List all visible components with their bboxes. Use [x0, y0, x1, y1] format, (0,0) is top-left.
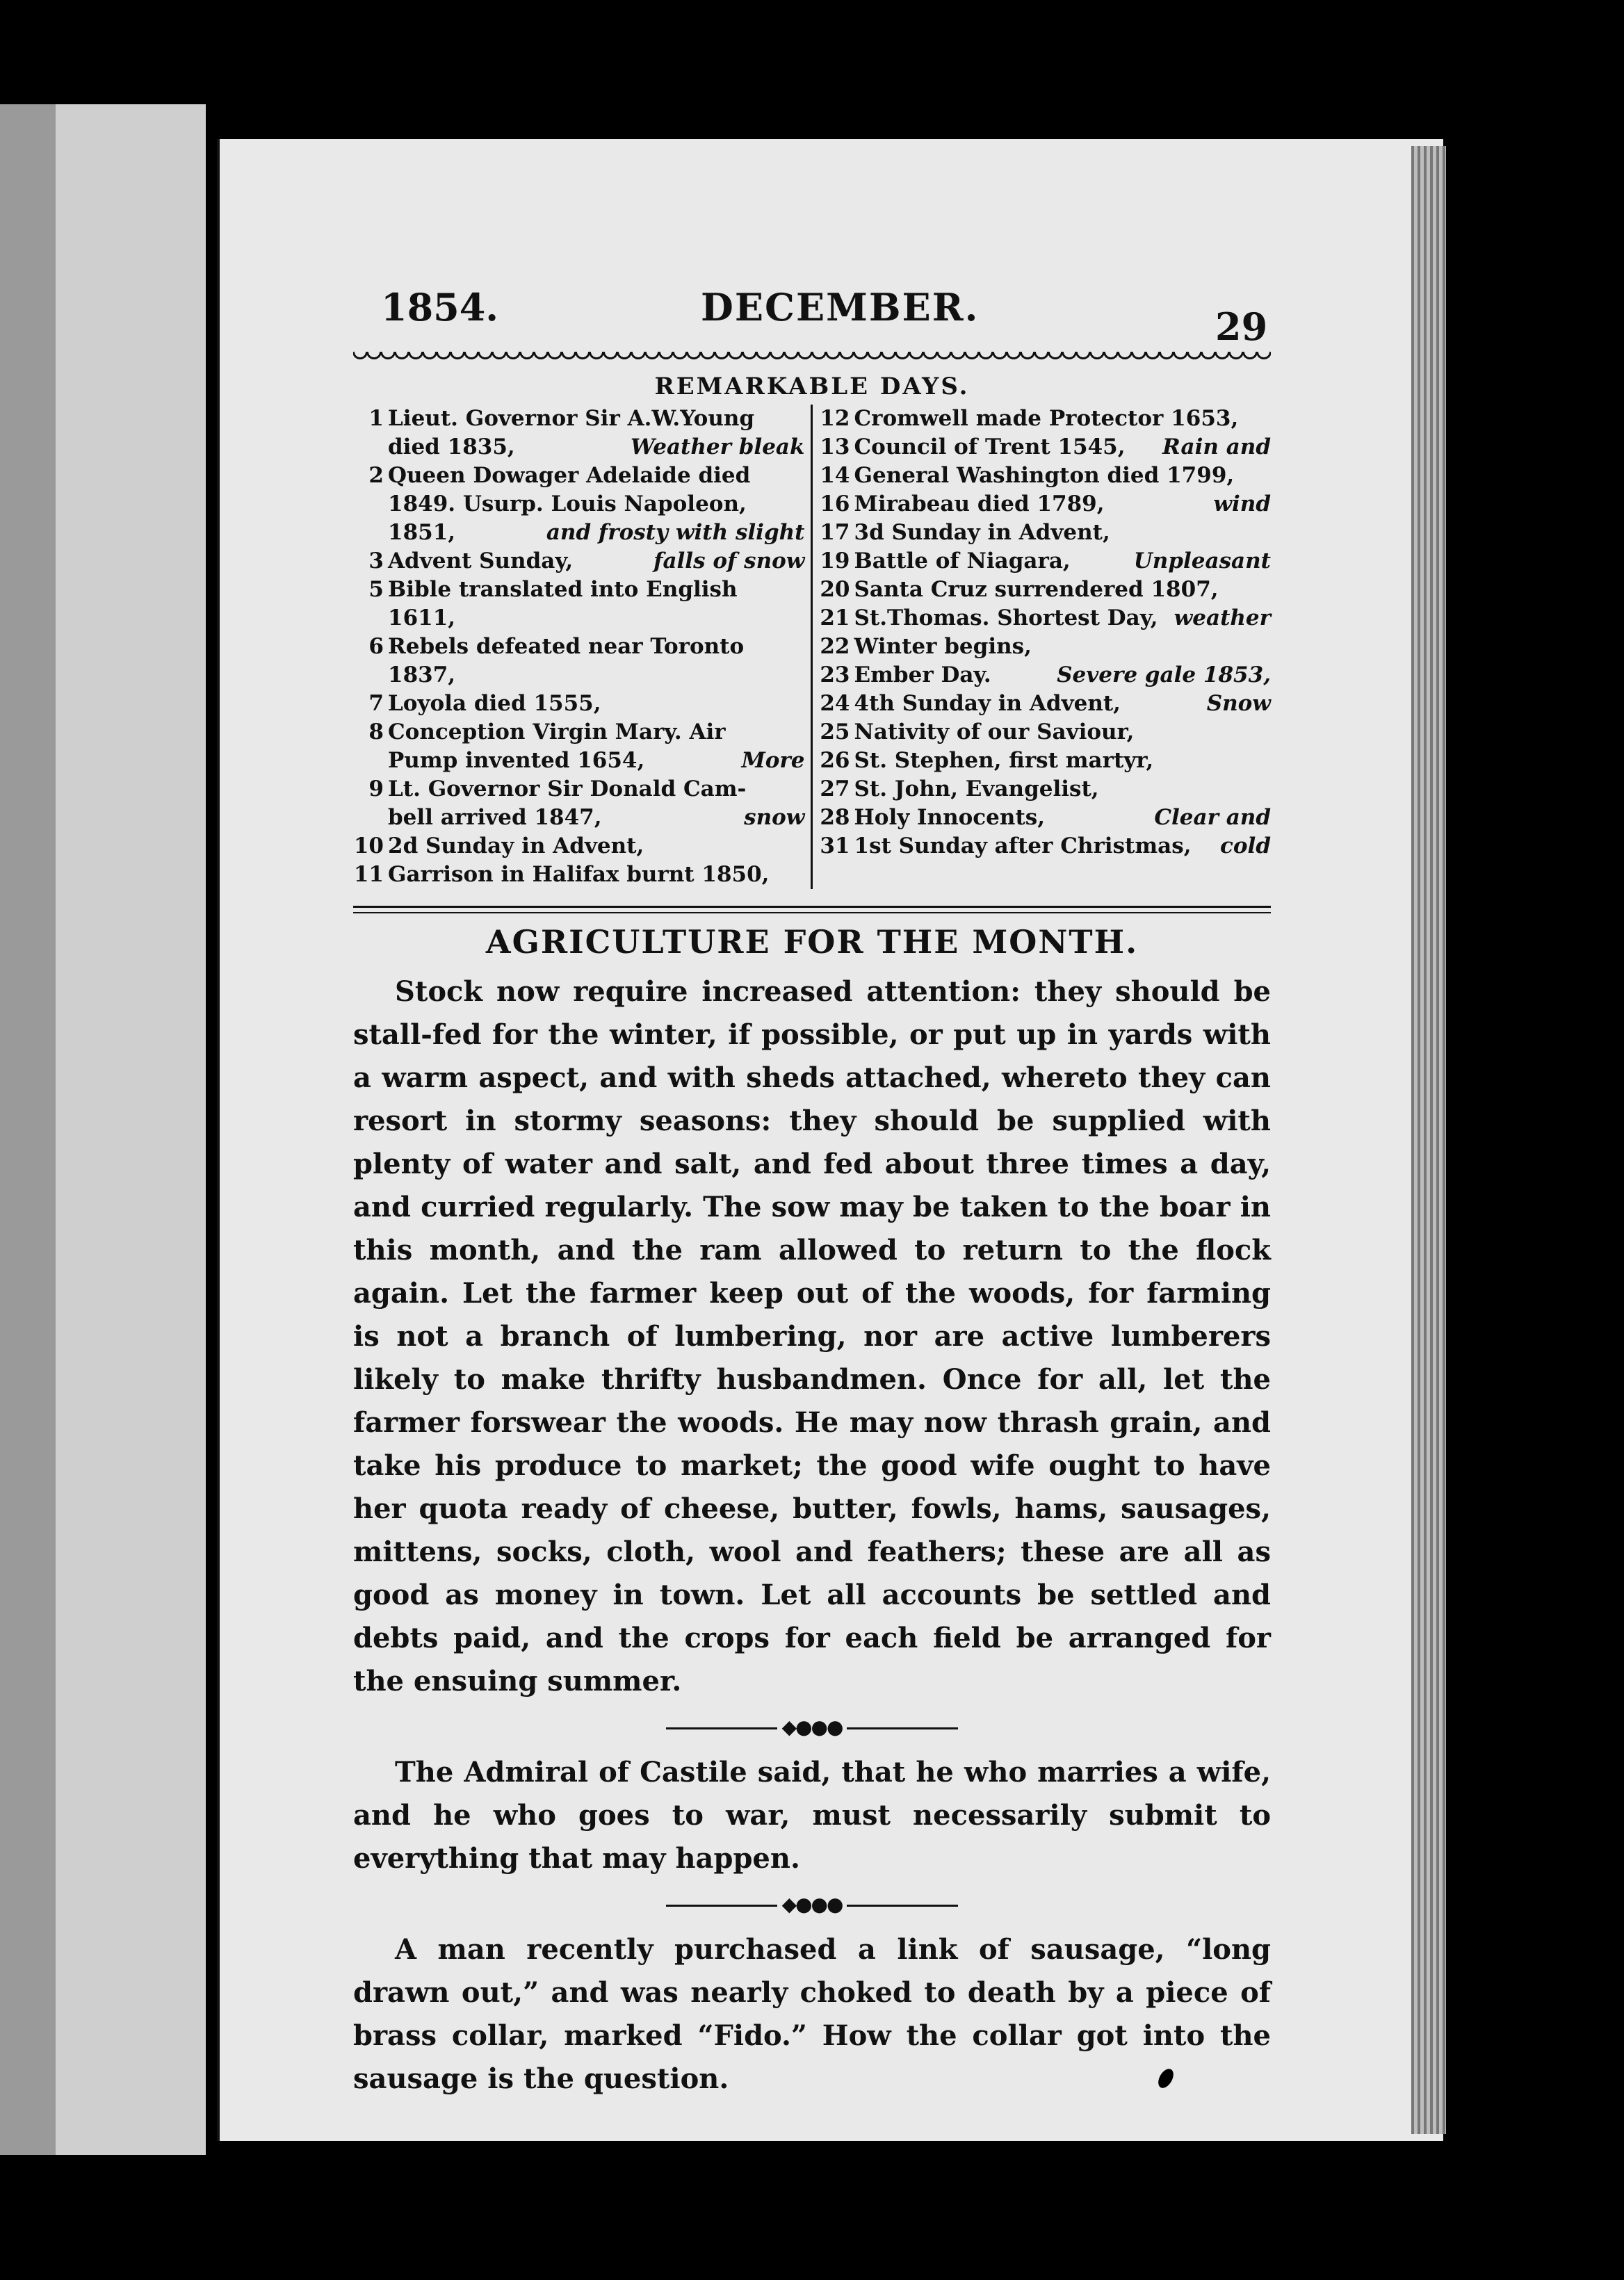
day-event: St. Stephen, first martyr, [854, 748, 1154, 773]
day-event-continued: died 1835, Weather bleak [353, 433, 805, 462]
day-number: 28 [820, 805, 850, 830]
header-year: 1854. [381, 285, 499, 329]
day-event: Winter begins, [854, 634, 1032, 659]
remarkable-day-entry [820, 433, 1272, 462]
day-event: 3d Sunday in Advent, [854, 520, 1110, 545]
weather-note: and frosty with slight [546, 520, 805, 545]
day-number: 21 [820, 605, 850, 630]
weather-note: cold [1219, 833, 1271, 858]
ornament-divider: ◆●●● [353, 1893, 1271, 1916]
page-stack-edge [1411, 146, 1446, 2134]
remarkable-day-entry [353, 405, 805, 462]
day-event: Queen Dowager Adelaide died [388, 463, 751, 488]
day-event-continued: bell arrived 1847, snow [353, 804, 805, 832]
remarkable-day-entry [820, 405, 1272, 433]
day-number: 17 [820, 520, 850, 545]
remarkable-day-entry [353, 775, 805, 832]
day-number: 12 [820, 406, 850, 431]
remarkable-days-right-column [813, 405, 1272, 889]
remarkable-day-entry [820, 747, 1272, 775]
weather-note: weather [1174, 605, 1271, 630]
remarkable-days-table [353, 405, 1271, 889]
day-event: Lieut. Governor Sir A.W.Young [388, 406, 755, 431]
remarkable-day-entry [820, 576, 1272, 604]
anecdote-admiral: The Admiral of Castile said, that he who marries a wife, and he who goes to war, must necessarily submit to everything that may happen. [353, 1756, 1271, 1875]
remarkable-day-entry [353, 462, 805, 547]
day-event: Holy Innocents, [854, 805, 1046, 830]
remarkable-day-entry [820, 547, 1272, 576]
day-event: 1st Sunday after Christmas, [854, 833, 1192, 858]
weather-note: Severe gale 1853, [1057, 662, 1271, 687]
weather-note: Weather bleak [630, 434, 805, 459]
day-event: St. John, Evangelist, [854, 776, 1099, 801]
day-number: 14 [820, 463, 850, 488]
remarkable-day-entry [353, 690, 805, 718]
weather-note: Rain and [1162, 434, 1271, 459]
weather-note: snow [744, 805, 805, 830]
weather-note: Clear and [1154, 805, 1271, 830]
day-event: General Washington died 1799, [854, 463, 1235, 488]
agriculture-body: Stock now require increased attention: they should be stall-fed for the winter, if possible, or put up in yards with a warm aspect, and with sheds attached, whereto they can resort in stormy seasons: they should be supplied with plenty of water and salt, and fed about three times a day, and curried regularly. The sow may be taken to the boar in this month, and the ram allowed to return to the flock again. Let the farmer keep out of the woods, for farming is not a branch of lumbering, nor are active lumberers likely to make thrifty husbandmen. Once for all, let the farmer forswear the woods. He may now thrash grain, and take his produce to market; the good wife ought to have her quota ready of cheese, butter, fowls, hams, sausages, mittens, socks, cloth, wool and feathers; these are all as good as money in town. Let all accounts be settled and debts paid, and the crops for each field be arranged for the ensuing summer. [353, 975, 1271, 1697]
day-event: Bible translated into English [388, 577, 738, 602]
day-event: Rebels defeated near Toronto [388, 634, 745, 659]
ornament-divider: ◆●●● [353, 1716, 1271, 1738]
day-number: 22 [820, 634, 850, 659]
remarkable-day-entry [353, 832, 805, 861]
remarkable-day-entry [820, 690, 1272, 718]
day-number: 19 [820, 548, 850, 573]
day-number: 8 [368, 719, 384, 744]
section-rule-thin [353, 912, 1271, 913]
day-event-continued: 1837, [388, 662, 456, 687]
day-event: Mirabeau died 1789, [854, 491, 1105, 516]
remarkable-day-entry [353, 861, 805, 889]
remarkable-day-entry [820, 775, 1272, 804]
day-number: 3 [368, 548, 384, 573]
remarkable-day-entry [353, 633, 805, 690]
day-number: 23 [820, 662, 850, 687]
weather-note: wind [1213, 491, 1271, 516]
day-number: 2 [368, 463, 384, 488]
remarkable-day-entry [820, 519, 1272, 547]
weather-note: Snow [1206, 691, 1271, 716]
weather-note: falls of snow [653, 548, 805, 573]
day-event: Ember Day. [854, 662, 991, 687]
remarkable-days-left-column [353, 405, 813, 889]
day-number: 7 [368, 691, 384, 716]
remarkable-day-entry [820, 661, 1272, 690]
day-event-continued: Pump invented 1654, More [353, 747, 805, 775]
day-number: 9 [368, 776, 384, 801]
day-event: Council of Trent 1545, [854, 434, 1126, 459]
day-number: 10 [353, 833, 384, 858]
remarkable-day-entry [820, 832, 1272, 861]
day-number: 16 [820, 491, 850, 516]
day-event-continued: 1849. Usurp. Louis Napoleon, [388, 491, 747, 516]
day-number: 13 [820, 434, 850, 459]
day-event: Lt. Governor Sir Donald Cam- [388, 776, 747, 801]
day-event-continued: 1611, [388, 605, 456, 630]
remarkable-day-entry [353, 547, 805, 576]
anecdote-sausage: A man recently purchased a link of sausage, “long drawn out,” and was nearly choked to death by a piece of brass collar, marked “Fido.” How the collar got into the sausage is the question. [353, 1933, 1271, 2095]
agriculture-title: AGRICULTURE FOR THE MONTH. [485, 923, 1139, 961]
section-rule [353, 906, 1271, 908]
remarkable-days-title: REMARKABLE DAYS. [654, 373, 970, 400]
weather-note: Unpleasant [1133, 548, 1271, 573]
page-header [353, 278, 1271, 355]
day-number: 25 [820, 719, 850, 744]
remarkable-day-entry [820, 462, 1272, 490]
page-number: 29 [1215, 304, 1268, 349]
remarkable-day-entry [820, 633, 1272, 661]
day-event: Loyola died 1555, [388, 691, 601, 716]
header-month: DECEMBER. [701, 285, 980, 329]
remarkable-day-entry [820, 490, 1272, 519]
weather-note: More [741, 748, 805, 773]
day-number: 24 [820, 691, 850, 716]
remarkable-day-entry [820, 804, 1272, 832]
day-event: Cromwell made Protector 1653, [854, 406, 1239, 431]
day-event: 4th Sunday in Advent, [854, 691, 1121, 716]
day-event: Garrison in Halifax burnt 1850, [388, 862, 770, 887]
day-event: St.Thomas. Shortest Day, [854, 605, 1158, 630]
remarkable-day-entry [820, 604, 1272, 633]
left-page-edge [0, 104, 206, 2155]
day-event: 2d Sunday in Advent, [388, 833, 644, 858]
day-number: 1 [368, 406, 384, 431]
remarkable-day-entry [353, 576, 805, 633]
day-number: 31 [820, 833, 850, 858]
day-number: 26 [820, 748, 850, 773]
remarkable-day-entry [820, 718, 1272, 747]
day-number: 11 [353, 862, 384, 887]
day-event: Santa Cruz surrendered 1807, [854, 577, 1219, 602]
page-content [353, 278, 1271, 2101]
day-event: Advent Sunday, [388, 548, 574, 573]
day-event: Nativity of our Saviour, [854, 719, 1135, 744]
day-number: 5 [368, 577, 384, 602]
day-event: Conception Virgin Mary. Air [388, 719, 726, 744]
day-number: 27 [820, 776, 850, 801]
remarkable-day-entry [353, 718, 805, 775]
day-event: Battle of Niagara, [854, 548, 1071, 573]
day-number: 6 [368, 634, 384, 659]
day-number: 20 [820, 577, 850, 602]
day-event-continued: 1851, and frosty with slight [353, 519, 805, 547]
